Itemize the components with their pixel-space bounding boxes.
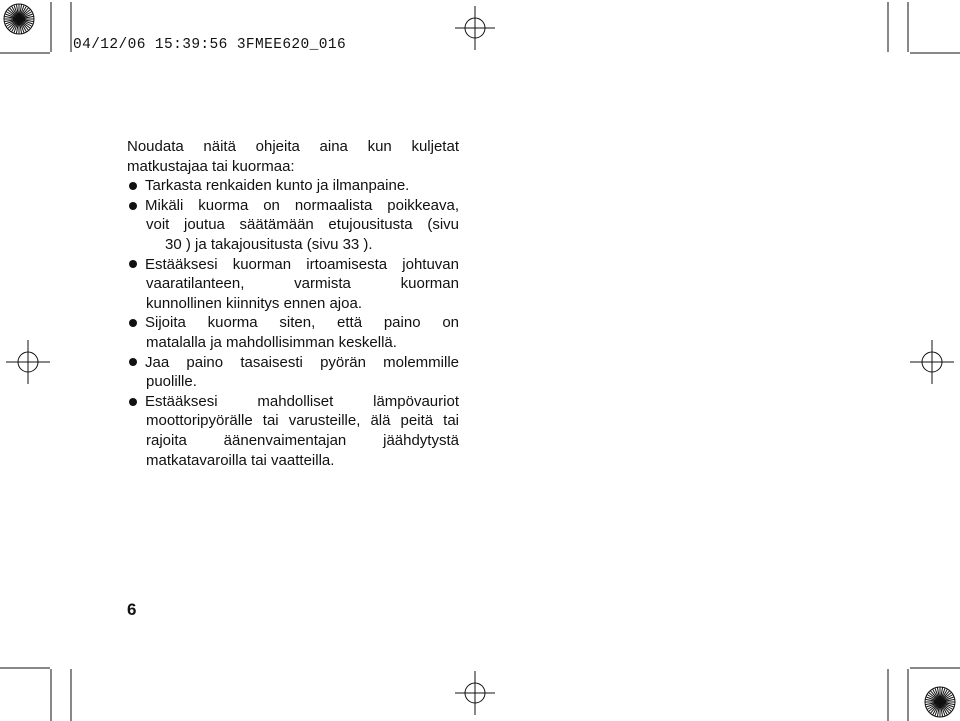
list-item-continuation: voit joutua säätämään etujousitusta (sivu: [146, 216, 459, 234]
instructions: [127, 137, 459, 470]
bullet-icon: [129, 398, 137, 406]
list-item: Jaa paino tasaisesti pyörän molemmille: [127, 353, 459, 373]
bullet-icon: [129, 358, 137, 366]
list-item: Estääksesi mahdolliset lämpövauriot: [127, 392, 459, 412]
registration-crosshair-left: [6, 340, 50, 384]
registration-starburst-top-left: [4, 4, 34, 34]
list-item: Mikäli kuorma on normaalista poikkeava,: [127, 196, 459, 216]
list-item: Sijoita kuorma siten, että paino on: [127, 313, 459, 333]
list-item-continuation: moottoripyörälle tai varusteille, älä peitä tai: [146, 412, 459, 430]
list-item: Estääksesi kuorman irtoamisesta johtuvan: [127, 255, 459, 275]
list-item-continuation: 30 ) ja takajousitusta (sivu 33 ).: [165, 235, 373, 253]
print-header: 04/12/06 15:39:56 3FMEE620_016: [73, 37, 347, 53]
list-item-continuation: vaaratilanteen, varmista kuorman: [146, 275, 459, 293]
bullet-icon: [129, 319, 137, 327]
bullet-icon: [129, 182, 137, 190]
registration-starburst-bottom-right: [925, 687, 955, 717]
list-item-continuation: matkatavaroilla tai vaatteilla.: [146, 451, 335, 469]
page-number: 6: [127, 600, 137, 619]
list-item-continuation: kunnollinen kiinnitys ennen ajoa.: [146, 294, 362, 312]
bullet-icon: [129, 260, 137, 268]
list-item-continuation: puolille.: [146, 373, 197, 391]
list-item-continuation: rajoita äänenvaimentajan jäähdytystä: [146, 431, 459, 449]
registration-crosshair-top: [455, 6, 495, 50]
intro-line: matkustajaa tai kuormaa:: [127, 157, 295, 175]
registration-crosshair-right: [910, 340, 954, 384]
list-item-continuation: matalalla ja mahdollisimman keskellä.: [146, 333, 397, 351]
bullet-icon: [129, 202, 137, 210]
intro-line: Noudata näitä ohjeita aina kun kuljetat: [127, 138, 459, 155]
list-item: Tarkasta renkaiden kunto ja ilmanpaine.: [127, 176, 459, 196]
registration-crosshair-bottom: [455, 671, 495, 715]
